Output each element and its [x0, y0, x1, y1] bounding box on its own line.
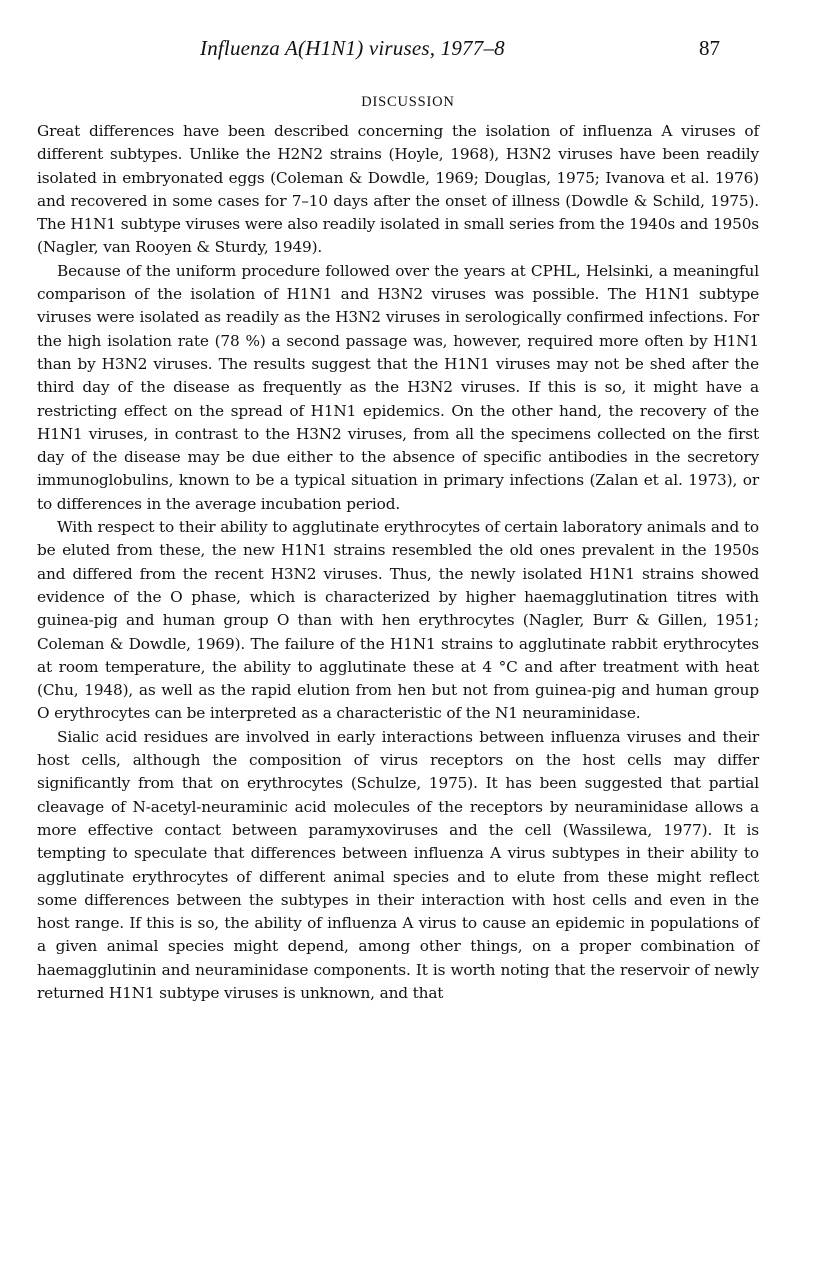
paragraph: Because of the uniform procedure followed over the years at CPHL, Helsinki, a meaningful comparison of the isolation of H1N1 and H3N2 viruses was possible. The H1N1 subtype viruses were isolated as readily as the H3N2 viruses in serologically confirmed infections. For the high isolation rate (78 %) a second passage was, however, required more often by H1N1 than by H3N2 viruses. The results suggest that the H1N1 viruses may not be shed after the third day of the disease as frequently as the H3N2 viruses. If this is so, it might have a restricting effect on the spread of H1N1 epidemics. On the other hand, the recovery of the H1N1 viruses, in contrast to the H3N2 viruses, from all the specimens collected on the first day of the disease may be due either to the absence of specific antibodies in the secretory immunoglobulins, known to be a typical situation in primary infections (Zalan et al. 1973), or to differences in the average incubation period.: [37, 261, 759, 513]
section-heading: DISCUSSION: [361, 94, 455, 110]
running-head: [200, 36, 720, 62]
paragraph: Great differences have been described concerning the isolation of influenza A viruses of different subtypes. Unlike the H2N2 strains (Hoyle, 1968), H3N2 viruses have been readily isolated in embryonated eggs (Coleman & Dowdle, 1969; Douglas, 1975; Ivanova et al. 1976) and recovered in some cases for 7–10 days after the onset of illness (Dowdle & Schild, 1975). The H1N1 subtype viruses were also readily isolated in small series from the 1940s and 1950s (Nagler, van Rooyen & Sturdy, 1949).: [37, 122, 759, 257]
body-text: [37, 120, 759, 1005]
paragraph: Sialic acid residues are involved in early interactions between influenza viruses and their host cells, although the composition of virus receptors on the host cells may differ significantly from that on erythrocytes (Schulze, 1975). It has been suggested that partial cleavage of N-acetyl-neuraminic acid molecules of the receptors by neuraminidase allows a more effective contact between paramyxoviruses and the cell (Wassilewa, 1977). It is tempting to speculate that differences between influenza A virus subtypes in their ability to agglutinate erythrocytes of different animal species and to elute from these might reflect some differences between the subtypes in their interaction with host cells and even in the host range. If this is so, the ability of influenza A virus to cause an epidemic in populations of a given animal species might depend, among other things, on a proper combination of haemagglutinin and neuraminidase components. It is worth noting that the reservoir of newly returned H1N1 subtype viruses is unknown, and that: [37, 727, 759, 1002]
paragraph: With respect to their ability to agglutinate erythrocytes of certain laboratory animals and to be eluted from these, the new H1N1 strains resembled the old ones prevalent in the 1950s and differed from the recent H3N2 viruses. Thus, the newly isolated H1N1 strains showed evidence of the O phase, which is characterized by higher haemagglutination titres with guinea-pig and human group O than with hen erythrocytes (Nagler, Burr & Gillen, 1951; Coleman & Dowdle, 1969). The failure of the H1N1 strains to agglutinate rabbit erythrocytes at room temperature, the ability to agglutinate these at 4 °C and after treatment with heat (Chu, 1948), as well as the rapid elution from hen but not from guinea-pig and human group O erythrocytes can be interpreted as a characteristic of the N1 neuraminidase.: [37, 518, 759, 723]
page-number: 87: [699, 36, 720, 60]
running-title: Influenza A(H1N1) viruses, 1977–8: [200, 36, 505, 60]
